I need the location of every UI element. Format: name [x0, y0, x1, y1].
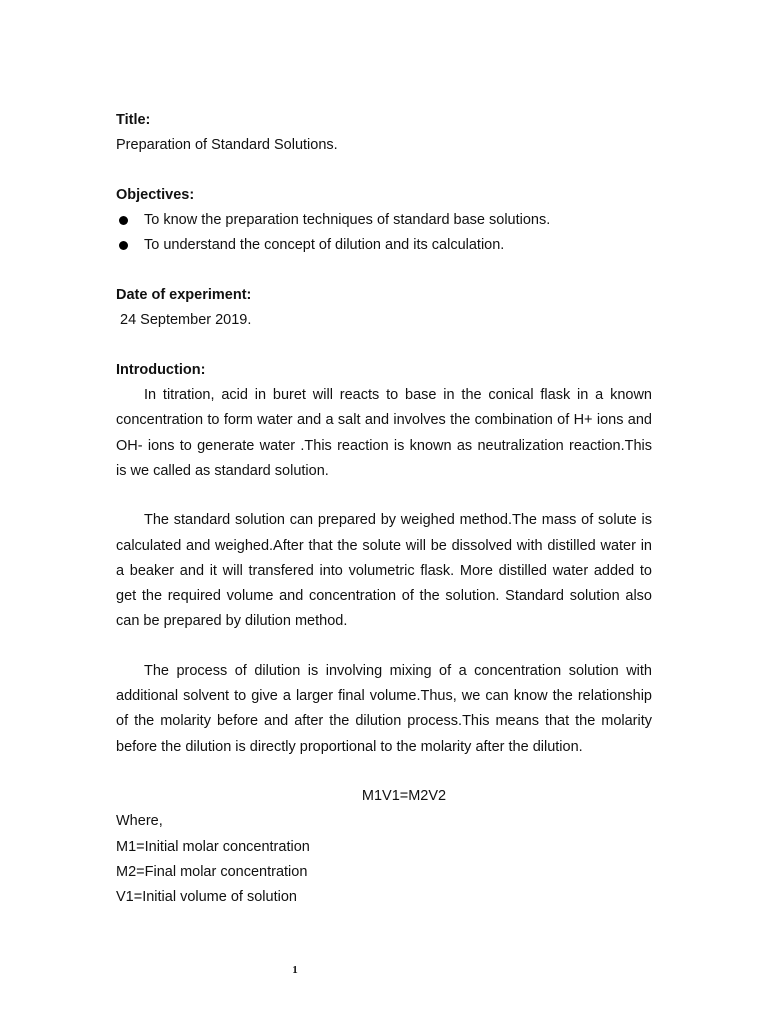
title-text: Preparation of Standard Solutions.	[116, 137, 338, 154]
introduction-paragraph: In titration, acid in buret will reacts to base in the conical flask in a known concentration to form water and a salt and involves the combination of H+ ions and OH- ions to generate water .This reaction is known as neutralization reaction.This is we called as standard solution.	[116, 387, 652, 479]
dilution-formula: M1V1=M2V2	[361, 788, 447, 805]
document-body	[116, 108, 652, 910]
introduction-paragraph: The process of dilution is involving mixing of a concentration solution with additional solvent to give a larger final volume.Thus, we can know the relationship of the molarity before and after the dilution process.This means that the molarity before the dilution is directly proportional to the molarity after the dilution.	[116, 662, 652, 755]
title-heading: Title:	[116, 112, 151, 128]
introduction-heading: Introduction:	[116, 361, 206, 378]
objective-text: To know the preparation techniques of standard base solutions.	[144, 212, 551, 229]
page-number: 1	[292, 964, 298, 976]
definition-item: M2=Final molar concentration	[116, 863, 308, 880]
date-heading: Date of experiment:	[116, 287, 252, 304]
introduction-paragraph: The standard solution can prepared by weighed method.The mass of solute is calculated and weighed.After that the solute will be dissolved with distilled water in a beaker and it will transfered into volumetric flask. More distilled water added to get the required volume and concentration of the solution. Standard solution also can be prepared by dilution method.	[116, 512, 652, 630]
objective-item	[116, 208, 652, 233]
definition-item: V1=Initial volume of solution	[116, 889, 297, 906]
objectives-list	[116, 208, 652, 258]
bullet-icon	[119, 241, 128, 250]
definition-item: M1=Initial molar concentration	[116, 838, 310, 855]
where-label: Where,	[116, 813, 163, 830]
objectives-heading: Objectives:	[116, 186, 195, 203]
objective-text: To understand the concept of dilution and its calculation.	[144, 237, 505, 254]
date-text: 24 September 2019.	[120, 312, 252, 329]
objective-item	[116, 233, 652, 258]
bullet-icon	[119, 216, 128, 225]
